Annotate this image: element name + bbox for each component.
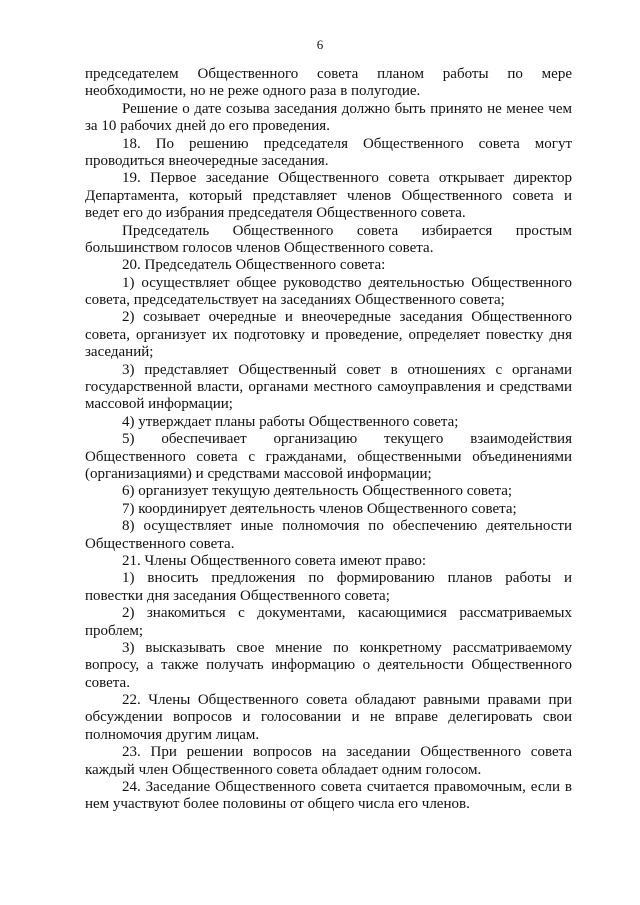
list-item-20-1 — [85, 275, 572, 310]
text-line: Общественного совета. — [85, 535, 235, 552]
list-item-21-2 — [85, 605, 572, 640]
text-line: проводиться внеочередные заседания. — [85, 152, 329, 169]
text-line: 1) осуществляет общее руководство деятельностью Общественного — [122, 274, 572, 291]
text-line: Общественного совета с гражданами, общественными объединениями — [85, 448, 572, 465]
text-line: Решение о дате созыва заседания должно быть принято не менее чем — [122, 100, 572, 117]
paragraph-chairman-election — [85, 223, 572, 258]
text-line: полномочия другим лицам. — [85, 726, 260, 743]
text-line: 18. По решению председателя Общественного совета могут — [122, 135, 572, 152]
text-line: 23. При решении вопросов на заседании Общественного совета — [122, 744, 572, 761]
text-line: 2) знакомиться с документами, касающимися рассматриваемых — [122, 605, 572, 622]
text-line: каждый член Общественного совета обладает одним голосом. — [85, 761, 482, 778]
text-line: за 10 рабочих дней до его проведения. — [85, 118, 330, 135]
text-line: ведет его до избрания председателя Общественного совета. — [85, 205, 466, 222]
text-line: 19. Первое заседание Общественного совета открывает директор — [122, 170, 572, 187]
text-line: большинством голосов членов Общественного совета. — [85, 239, 434, 256]
text-line: вопросу, а также получать информацию о деятельности Общественного — [85, 657, 572, 674]
text-line: 3) представляет Общественный совет в отношениях с органами — [122, 361, 572, 378]
text-line: 7) координирует деятельность членов Общественного совета; — [122, 500, 517, 517]
text-line: нем участвуют более половины от общего числа его членов. — [85, 796, 470, 813]
list-item-20-5 — [85, 431, 572, 483]
text-line: 3) высказывать свое мнение по конкретному рассматриваемому — [122, 639, 572, 656]
text-line: 22. Члены Общественного совета обладают равными правами при — [122, 692, 572, 709]
document-body — [85, 66, 572, 814]
paragraph-20 — [85, 257, 572, 274]
text-line: массовой информации; — [85, 396, 233, 413]
text-line: 8) осуществляет иные полномочия по обеспечению деятельности — [122, 518, 572, 535]
text-line: заседаний; — [85, 344, 154, 361]
list-item-21-3 — [85, 640, 572, 692]
paragraph-meeting-date — [85, 101, 572, 136]
text-line: 20. Председатель Общественного совета: — [122, 257, 386, 274]
paragraph-22 — [85, 692, 572, 744]
text-line: 2) созывает очередные и внеочередные заседания Общественного — [122, 309, 572, 326]
list-item-20-8 — [85, 518, 572, 553]
paragraph-21 — [85, 553, 572, 570]
text-line: председателем Общественного совета планом работы по мере — [85, 66, 572, 82]
text-line: 6) организует текущую деятельность Общественного совета; — [122, 483, 513, 500]
text-line: совета, организует их подготовку и проведение, определяет повестку дня — [85, 326, 572, 343]
text-line: 24. Заседание Общественного совета считается правомочным, если в — [122, 779, 572, 796]
text-line: обсуждении вопросов и голосовании и не вправе делегировать свои — [85, 709, 572, 726]
list-item-20-2 — [85, 309, 572, 361]
text-line: 1) вносить предложения по формированию планов работы и — [122, 570, 572, 587]
paragraph-18 — [85, 136, 572, 171]
text-line: Председатель Общественного совета избирается простым — [122, 222, 572, 239]
list-item-20-3 — [85, 362, 572, 414]
text-line: 4) утверждает планы работы Общественного совета; — [122, 413, 459, 430]
list-item-20-4 — [85, 414, 572, 431]
paragraph-continued — [85, 66, 572, 101]
paragraph-24 — [85, 779, 572, 814]
text-line: Департамента, который представляет членов Общественного совета и — [85, 187, 572, 204]
page-number: 6 — [316, 37, 324, 52]
text-line: 21. Члены Общественного совета имеют право: — [122, 552, 427, 569]
text-line: совета, председательствует на заседаниях Общественного совета; — [85, 292, 505, 309]
text-line: необходимости, но не реже одного раза в полугодие. — [85, 83, 421, 100]
text-line: (организациями) и средствами массовой информации; — [85, 465, 432, 482]
paragraph-19 — [85, 170, 572, 222]
text-line: совета. — [85, 674, 130, 691]
text-line: 5) обеспечивает организацию текущего взаимодействия — [122, 431, 572, 448]
text-line: проблем; — [85, 622, 144, 639]
list-item-20-6 — [85, 483, 572, 500]
paragraph-23 — [85, 744, 572, 779]
text-line: государственной власти, органами местного самоуправления и средствами — [85, 379, 572, 396]
text-line: повестки дня заседания Общественного совета; — [85, 587, 390, 604]
list-item-21-1 — [85, 570, 572, 605]
list-item-20-7 — [85, 501, 572, 518]
